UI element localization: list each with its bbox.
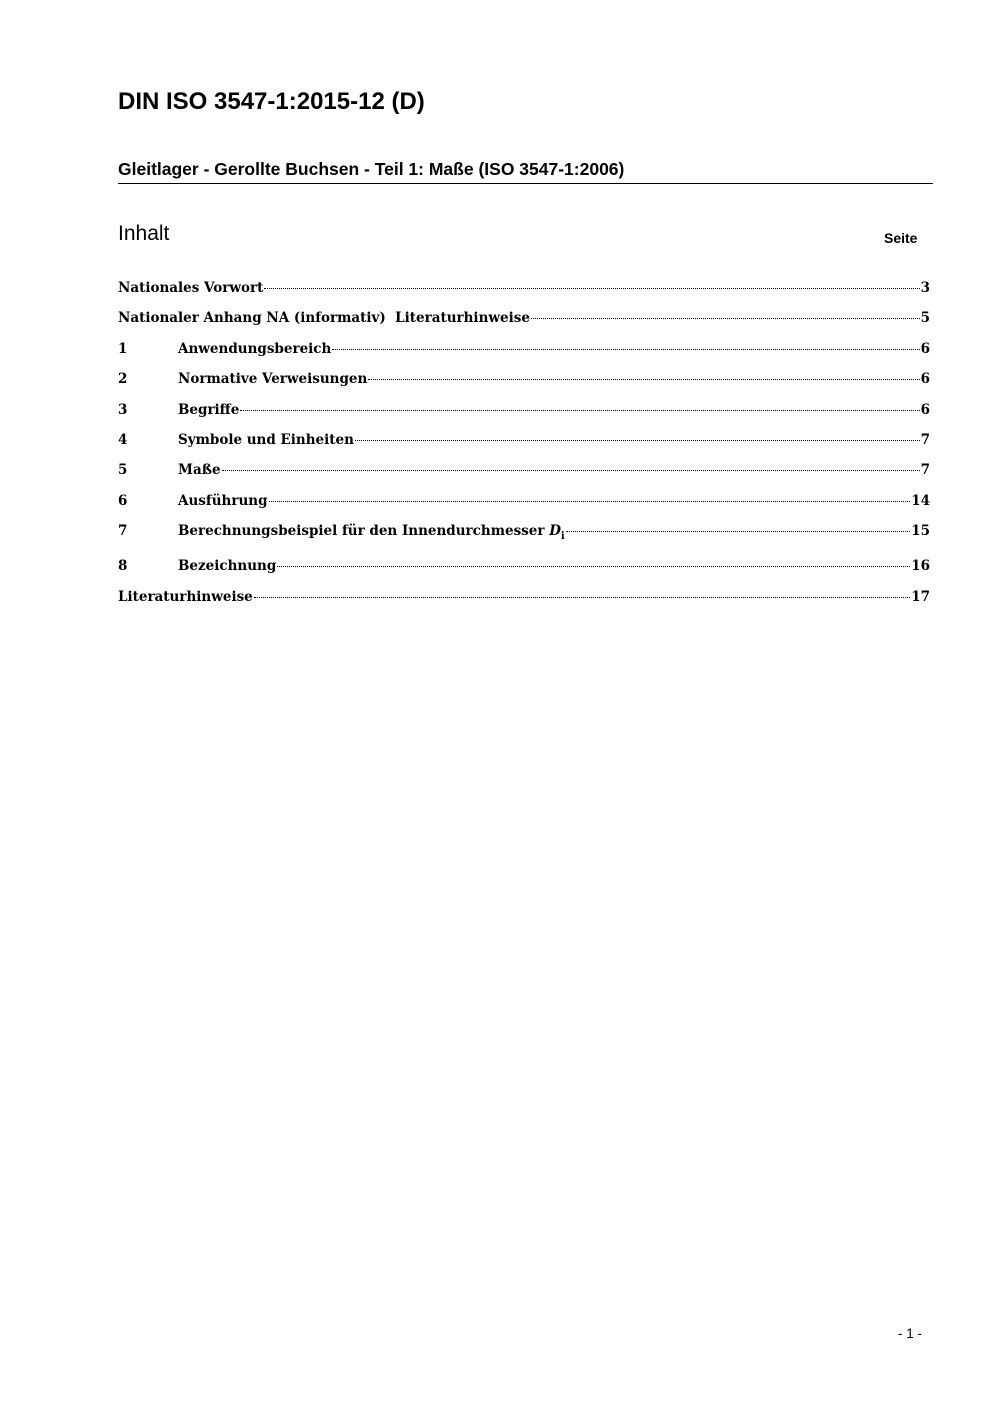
toc-entry-begriffe[interactable] <box>118 402 930 432</box>
toc-entry-title: Literaturhinweise <box>118 588 253 605</box>
toc-entry-anwendungsbereich[interactable] <box>118 341 930 371</box>
toc-entry-title: Nationaler Anhang NA (informativ) Literaturhinweise <box>118 310 530 327</box>
toc-dot-leader <box>332 348 919 350</box>
toc-dot-leader <box>264 287 919 289</box>
toc-entry-number: 5 <box>118 462 128 479</box>
toc-entry-page: 3 <box>920 280 930 296</box>
toc-entry-page: 7 <box>920 462 930 479</box>
toc-dot-leader <box>531 317 920 319</box>
toc-entry-title: Anwendungsbereich <box>178 340 332 357</box>
toc-dot-leader <box>355 439 920 441</box>
toc-entry-title: Begriffe <box>178 401 240 418</box>
toc-entry-page: 15 <box>911 523 930 540</box>
toc-dot-leader <box>269 500 911 502</box>
toc-entry-number: 8 <box>118 558 128 575</box>
inner-diameter-symbol <box>549 523 565 543</box>
toc-entry-normative-verweisungen[interactable] <box>118 371 930 401</box>
toc-entry-title: Bezeichnung <box>178 558 277 575</box>
toc-entry-page: 16 <box>911 558 930 575</box>
toc-entry-nationales-vorwort[interactable] <box>118 280 930 310</box>
toc-heading: Inhalt <box>118 222 170 245</box>
table-of-contents <box>118 280 930 619</box>
toc-dot-leader <box>254 596 910 598</box>
document-title: DIN ISO 3547-1:2015-12 (D) <box>118 88 425 115</box>
toc-entry-title: Symbole und Einheiten <box>178 431 354 448</box>
toc-entry-berechnungsbeispiel[interactable] <box>118 523 930 558</box>
toc-dot-leader <box>368 378 919 380</box>
toc-dot-leader <box>566 530 910 532</box>
toc-entry-title: Ausführung <box>178 492 268 509</box>
toc-entry-number: 6 <box>118 492 128 509</box>
toc-entry-number: 3 <box>118 401 128 418</box>
symbol-subscript: i <box>560 531 565 543</box>
toc-dot-leader <box>222 469 920 471</box>
toc-entry-literaturhinweise[interactable] <box>118 589 930 619</box>
toc-entry-number: 1 <box>118 340 128 357</box>
toc-entry-masse[interactable] <box>118 462 930 492</box>
toc-entry-nationaler-anhang[interactable] <box>118 310 930 340</box>
toc-entry-symbole-und-einheiten[interactable] <box>118 432 930 462</box>
toc-page-column-heading: Seite <box>884 230 918 246</box>
toc-entry-page: 5 <box>920 310 930 327</box>
toc-dot-leader <box>240 409 919 411</box>
toc-entry-number: 4 <box>118 431 128 448</box>
symbol-letter: D <box>549 523 561 540</box>
toc-entry-page: 7 <box>920 431 930 448</box>
toc-entry-title: Maße <box>178 462 221 479</box>
toc-entry-page: 14 <box>911 492 930 509</box>
toc-entry-title: Normative Verweisungen <box>178 371 368 388</box>
toc-entry-page: 17 <box>911 588 930 605</box>
toc-entry-title: Nationales Vorwort <box>118 280 264 296</box>
toc-entry-number: 7 <box>118 523 128 540</box>
toc-entry-page: 6 <box>920 371 930 388</box>
toc-entry-title: Berechnungsbeispiel für den Innendurchmesser <box>178 523 545 540</box>
toc-entry-page: 6 <box>920 340 930 357</box>
toc-dot-leader <box>277 565 910 567</box>
toc-entry-title-wrapper <box>178 523 565 543</box>
toc-entry-page: 6 <box>920 401 930 418</box>
document-subtitle: Gleitlager - Gerollte Buchsen - Teil 1: Maße (ISO 3547-1:2006) <box>118 158 933 184</box>
footer-page-number: - 1 - <box>898 1326 923 1341</box>
toc-entry-bezeichnung[interactable] <box>118 558 930 588</box>
toc-entry-ausfuehrung[interactable] <box>118 493 930 523</box>
toc-entry-number: 2 <box>118 371 128 388</box>
